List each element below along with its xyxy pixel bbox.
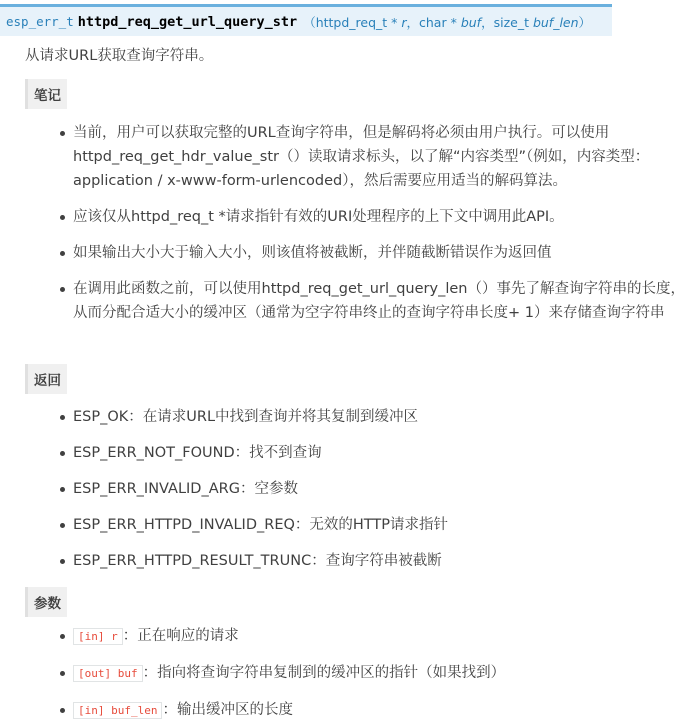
function-signature (0, 4, 612, 36)
params-list (60, 624, 690, 723)
function-name: httpd_req_get_url_query_str (77, 13, 298, 30)
param-open: （httpd_req_t * (303, 14, 402, 30)
return-item: ESP_ERR_HTTPD_INVALID_REQ：无效的HTTP请求指针 (60, 513, 690, 537)
return-item: ESP_OK：在请求URL中找到查询并将其复制到缓冲区 (60, 405, 690, 429)
note-item: 应该仅从httpd_req_t *请求指针有效的URI处理程序的上下文中调用此API。 (60, 205, 690, 229)
note-item: 如果输出大小大于输入大小，则该值将被截断，并伴随截断错误作为返回值 (60, 241, 690, 265)
param-buf: buf (460, 14, 482, 30)
param-sep-2: ，size_t (481, 14, 533, 30)
return-type[interactable]: esp_err_t (6, 14, 74, 29)
function-description: 从请求URL获取查询字符串。 (25, 48, 214, 64)
return-item: ESP_ERR_HTTPD_RESULT_TRUNC：查询字符串被截断 (60, 549, 690, 573)
param-text: ：正在响应的请求 (122, 628, 239, 644)
return-item: ESP_ERR_INVALID_ARG：空参数 (60, 477, 690, 501)
param-sep-1: ，char * (406, 14, 461, 30)
param-item (60, 661, 690, 686)
notes-heading: 笔记 (25, 79, 67, 109)
notes-list (60, 121, 690, 325)
param-r: r (401, 14, 407, 30)
param-code: [out] buf (73, 665, 143, 682)
returns-list (60, 405, 690, 573)
returns-heading: 返回 (25, 364, 67, 394)
param-item (60, 624, 690, 649)
param-buf-len: buf_len (532, 14, 579, 30)
parameter-list (303, 13, 591, 31)
param-item (60, 698, 690, 723)
param-code: [in] buf_len (73, 702, 162, 719)
note-item: 当前，用户可以获取完整的URL查询字符串，但是解码将必须由用户执行。可以使用httpd_req_get_hdr_value_str（）读取请求标头，以了解“内容类型”（例如，内容类型：application / x-www-form-urlencoded），然后需要应用适当的解码算法。 (60, 121, 690, 193)
param-code: [in] r (73, 628, 123, 645)
param-close: ） (578, 14, 592, 30)
param-text: ：指向将查询字符串复制到的缓冲区的指针（如果找到） (142, 665, 506, 681)
param-text: ：输出缓冲区的长度 (162, 702, 293, 718)
note-item: 在调用此函数之前，可以使用httpd_req_get_url_query_len（）事先了解查询字符串的长度，从而分配合适大小的缓冲区（通常为空字符串终止的查询字符串长度+ 1）来存储查询字符串 (60, 277, 690, 325)
params-heading: 参数 (25, 587, 67, 617)
return-item: ESP_ERR_NOT_FOUND：找不到查询 (60, 441, 690, 465)
